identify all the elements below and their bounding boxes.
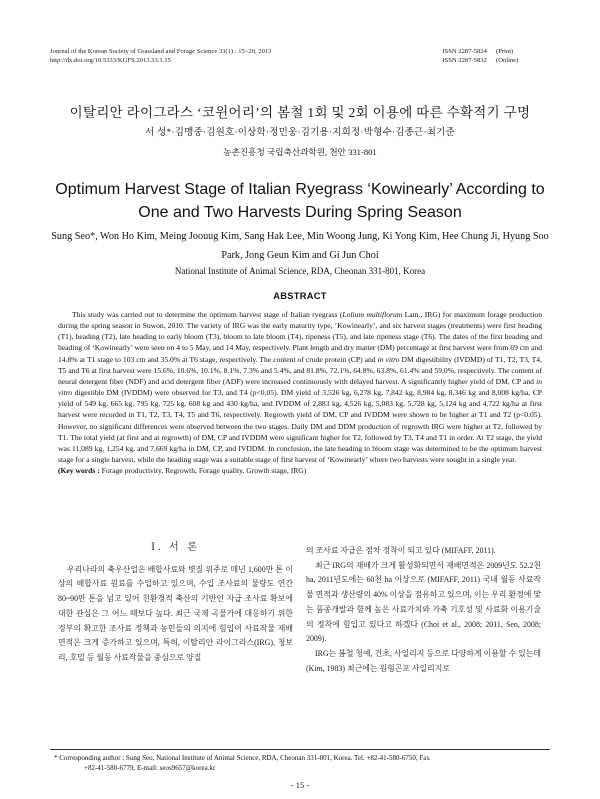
issn-print-label: (Print): [496, 48, 514, 55]
footnote-divider: [50, 749, 550, 750]
abstract-paragraph: This study was carried out to determine the optimum harvest stage of Italian ryegrass (Lolium multiflorum Lam., IRG) for maximum forage production during the spring season in Suwon, 2010. The variety of IRG was the early maturity type, ‘Kowinearly’, and six harvest stages (treatments) were first heading (T1), heading (T2), late heading to early bloom (T3), bloom to late bloom (T4), ripeness (T5), and late ripeness stage (T6). The dates of the first heading and heading of ‘Kowinearly’ were seen on 4 to 5 May, and 14 May, respectively. Plant length and dry matter (DM) percentage at first harvest were from 69 cm and 14.8% at T1 stage to 103 cm and 35.0% at T6 stage, respectively. The content of crude protein (CP) and in vitro DM digestibility (IVDMD) of T1, T2, T3, T4, T5 and T6 at first harvest were 15.6%, 10.6%, 10.1%, 8.1%, 7.3% and 5.4%, and 81.8%, 72.1%, 64.8%, 63.8%, 61.4% and 59.0%, respectively. The content of neural detergent fiber (NDF) and acid detergent fiber (ADF) were increased continuously with delayed harvest. A significantly higher yield of DM, CP and in vitro digestible DM (IVDDM) were observed for T3, and T4 (p<0.05). DM yield of 3,526 kg, 6,278 kg, 7,842 kg, 8,984 kg, 8,346 kg and 8,008 kg/ha, CP yield of 549 kg, 665 kg, 795 kg, 725 kg, 608 kg and 430 kg/ha, and IVDDM of 2,883 kg, 4,526 kg, 5,083 kg, 5,728 kg, 5,124 kg and 4,722 kg/ha at first harvest were recorded in T1, T2, T3, T4, T5 and T6, respectively. Regrowth yield of DM, CP and IVDDM were shown to be higher at T1 and T2 (p<0.05). However, no significant differences were observed between the two stages. Daily DM and DDM production of regrowth IRG were higher at T2, followed by T1. The total yield (at first and at regrowth) of DM, CP and IVDDM were significant higher for T2, followed by T3, T4 and T1 in order. At T2 stage, the yield was 11,089 kg, 1,254 kg, and 7,669 kg/ha in DM, CP, and IVDDM. In conclusion, the late heading to bloom stage was determined to be the optimum harvest stage for a single harvest, while the heading stage was a suitable stage of first harvest of ‘Kowinearly’ where two harvests were sought in a single year.: [58, 310, 542, 465]
keywords: [58, 465, 542, 476]
abstract-body: [58, 309, 542, 476]
journal-header-right: [442, 47, 548, 66]
keywords-label: (Key words :: [58, 466, 100, 476]
keywords-list: Forage productivity, Regrowth, Forage quality, Growth stage, IRG): [99, 466, 307, 476]
section-heading-introduction: Ⅰ. 서 론: [151, 542, 200, 553]
body-column-right: [306, 544, 541, 676]
korean-institution: 농촌진흥청 국립축산과학원, 천안 331-801: [223, 147, 377, 157]
korean-title: 이탈리안 라이그라스 ‘코윈어리’의 봄철 1회 및 2회 이용에 따른 수확적기 구명: [69, 105, 531, 120]
body-column-left: [58, 541, 293, 666]
journal-citation: Journal of the Korean Society of Grassland and Forage Science 33(1) : 15~20, 2013: [50, 48, 272, 55]
abstract-heading: ABSTRACT: [273, 291, 327, 301]
issn-print-number: ISSN 2287-5824: [442, 48, 487, 55]
english-title: Optimum Harvest Stage of Italian Ryegrass ‘Kowinearly’ According to One and Two Harvests During Spring Season: [55, 181, 545, 221]
intro-paragraph-3: IRG는 봄철 청예, 건초, 사일리지 등으로 다양하게 이용할 수 있는데 (Kim, 1983) 최근에는 원형곤포 사일리지로: [306, 648, 541, 673]
english-institution: National Institute of Animal Science, RDA, Cheonan 331-801, Korea: [174, 266, 426, 276]
english-authors: Sung Seo*, Won Ho Kim, Meing Joouug Kim, Sang Hak Lee, Min Woong Jung, Ki Yong Kim, Hee Chung Ji, Hyung Soo Park, Jong Geun Kim and Gi Jun Choi: [51, 231, 549, 261]
corresponding-author-footnote: * Corresponding author : Sung Seo, National Institute of Animal Science, RDA, Cheonan 331-801, Korea. Tel. +82-41-580-6750, Fax +82-41-580-6779, E-mail: seos9657@korea.kr: [54, 754, 430, 773]
intro-paragraph-continued: 의 조사료 자급은 점차 정착이 되고 있다 (MIFAFF, 2011).: [306, 546, 496, 555]
issn-online-number: ISSN 2287-5832: [442, 57, 487, 65]
intro-paragraph-2: 최근 IRG의 재배가 크게 활성화되면서 재배면적은 2009년도 52.2천 ha, 2011년도에는 60천 ha 이상으로 (MIFAFF, 2011) 국내 월동 사료작물 면적과 생산량의 40% 이상을 점유하고 있으며, 이는 우리 환경에 맞는 품종개발과 함께 높은 사료가치와 가축 기호성 및 사료화 이용기술의 정착에 힘입고 있다고 하겠다 (Choi et al., 2008; 2011, Seo, 2008; 2009).: [306, 560, 541, 644]
page-number: - 15 -: [290, 780, 310, 790]
korean-authors: 서 성*·김맹중·김원호·이상학·정민웅·김기용·지희정·박형수·김종근·최기준: [145, 128, 455, 138]
journal-header-left: [50, 47, 271, 66]
issn-online-label: (Online): [496, 57, 519, 65]
doi-link[interactable]: http://dx.doi.org/10.5333/KGFS.2013.33.1.15: [50, 57, 171, 65]
intro-paragraph: 우리나라의 축우산업은 배합사료와 볏짚 위주로 매년 1,600만 톤 이상의 배합사료 원료를 수입하고 있으며, 수입 조사료의 물량도 연간 80~90만 톤을 넘고 있어 친환경적 축산의 기반인 자급 조사료 확보에 대한 관심은 그 어느 때보다 높다. 최근 국제 곡물가에 대응하기 위한 정부의 확고한 조사료 정책과 농민들의 의지에 힘입어 사료작물 재배면적은 크게 증가하고 있으며, 특히, 이탈리안 라이그라스(IRG), 청보리, 호밀 등 월동 사료작물을 중심으로 양질: [58, 564, 293, 662]
